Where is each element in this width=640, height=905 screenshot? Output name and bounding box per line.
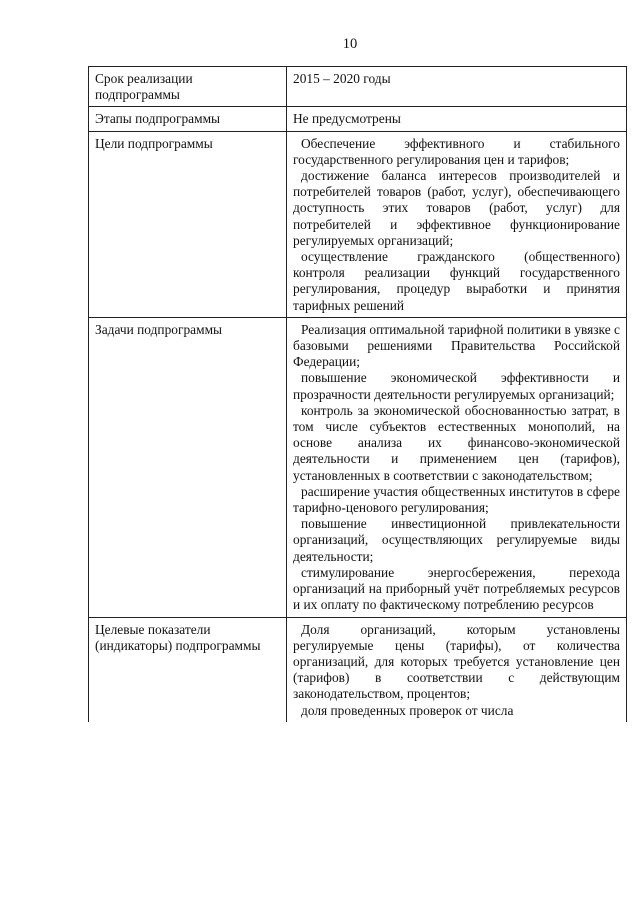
task-paragraph: повышение инвестиционной привлекательности организаций, осуществляющих регулируемые виды деятельности; [293, 516, 620, 564]
row-label: Этапы подпрограммы [89, 107, 287, 131]
task-paragraph: повышение экономической эффективности и прозрачности деятельности регулируемых организаций; [293, 370, 620, 402]
task-paragraph: Реализация оптимальной тарифной политики в увязке с базовыми решениями Правительства Российской Федерации; [293, 321, 620, 370]
task-paragraph: расширение участия общественных институтов в сфере тарифно-ценового регулирования; [293, 483, 620, 516]
row-value [287, 131, 627, 317]
row-value: 2015 – 2020 годы [287, 67, 627, 107]
task-paragraph: контроль за экономической обоснованностью затрат, в том числе субъектов естественных монополий, на основе анализа их финансово-экономической деятельности и применением цен (тарифов), установленных в соответствии с законодательством; [293, 402, 620, 483]
row-label: Задачи подпрограммы [89, 317, 287, 617]
row-label: Срок реализации подпрограммы [89, 67, 287, 107]
row-label: Цели подпрограммы [89, 131, 287, 317]
goal-paragraph: достижение баланса интересов производителей и потребителей товаров (работ, услуг), обеспечивающего доступность этих товаров (работ, услуг) для потребителей и эффективное функционирование регулируемых организаций; [293, 168, 620, 248]
row-value [287, 317, 627, 617]
row-value [287, 617, 627, 722]
page-number: 10 [342, 36, 358, 52]
row-label: Целевые показатели (индикаторы) подпрограммы [89, 617, 287, 722]
row-value: Не предусмотрены [287, 107, 627, 131]
goal-paragraph: Обеспечение эффективного и стабильного государственного регулирования цен и тарифов; [293, 135, 620, 167]
table-row-stages [89, 107, 627, 131]
table-row-period [89, 67, 627, 107]
task-paragraph: стимулирование энергосбережения, перехода организаций на приборный учёт потребляемых ресурсов и их оплату по фактическому потреблению ресурсов [293, 564, 620, 613]
table-row-indicators [89, 617, 627, 722]
subprogram-passport-table [88, 66, 627, 722]
indicator-paragraph: доля проведенных проверок от числа [301, 702, 514, 718]
table-row-goals [89, 131, 627, 317]
indicator-paragraph: Доля организаций, которым установлены регулируемые цены (тарифы), от количества организаций, для которых требуется установление цен (тарифов) в соответствии с действующим законодательством, процентов; [293, 621, 620, 702]
goal-paragraph: осуществление гражданского (общественного) контроля реализации функций государственного регулирования, процедур выработки и принятия тарифных решений [293, 249, 620, 313]
table-row-tasks [89, 317, 627, 617]
